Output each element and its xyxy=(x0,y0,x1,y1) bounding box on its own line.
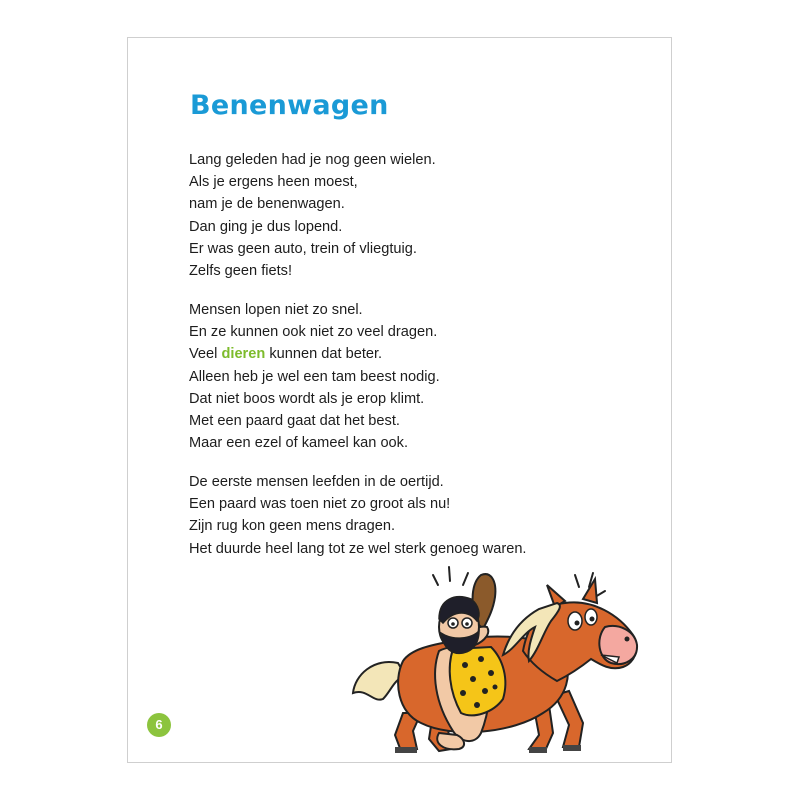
text-fragment: kunnen dat beter. xyxy=(265,346,383,363)
highlighted-word: dieren xyxy=(221,346,266,363)
text-line: Dat niet boos wordt als je erop klimt. xyxy=(189,390,425,407)
text-line: Lang geleden had je nog geen wielen. xyxy=(189,152,436,168)
page-number-badge: 6 xyxy=(147,713,171,737)
text-line: Maar een ezel of kameel kan ook. xyxy=(189,435,409,452)
text-fragment: Veel xyxy=(189,346,222,363)
text-line: De eerste mensen leefden in de oertijd. xyxy=(189,474,444,490)
text-line: Zelfs geen fiets! xyxy=(189,263,293,280)
text-line: Zijn rug kon geen mens dragen. xyxy=(189,518,396,535)
caveman-horse-illustration xyxy=(343,563,643,753)
page-title: Benenwagen xyxy=(190,90,389,121)
text-line-with-highlight xyxy=(189,343,440,365)
stanza-3 xyxy=(189,471,527,560)
text-line: Dan ging je dus lopend. xyxy=(189,218,343,235)
text-line: Een paard was toen niet zo groot als nu! xyxy=(189,496,451,513)
text-line: Als je ergens heen moest, xyxy=(189,174,358,191)
text-line: Met een paard gaat dat het best. xyxy=(189,413,400,430)
book-page xyxy=(127,37,672,763)
text-line: En ze kunnen ook niet zo veel dragen. xyxy=(189,324,438,341)
text-line: Het duurde heel lang tot ze wel sterk genoeg waren. xyxy=(189,540,527,557)
text-line: Alleen heb je wel een tam beest nodig. xyxy=(189,368,440,385)
stanza-1 xyxy=(189,149,436,282)
text-line: nam je de benenwagen. xyxy=(189,196,345,213)
text-line: Er was geen auto, trein of vliegtuig. xyxy=(189,240,417,257)
stanza-2 xyxy=(189,299,440,454)
text-line: Mensen lopen niet zo snel. xyxy=(189,302,363,318)
